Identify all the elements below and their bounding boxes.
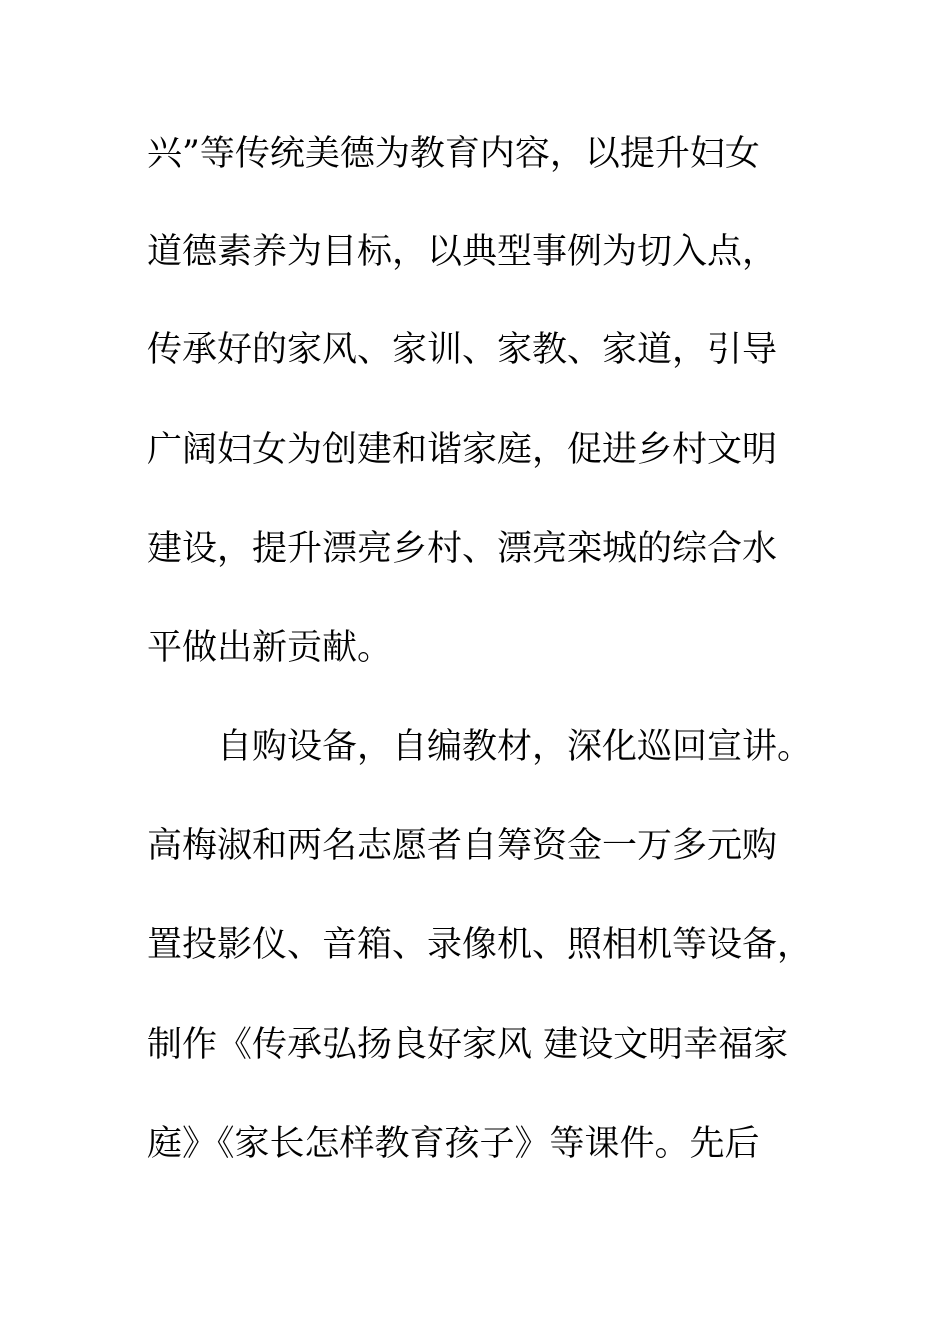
text-line: 广阔妇女为创建和谐家庭，促进乡村文明 xyxy=(147,430,778,470)
text-line: 兴”等传统美德为教育内容，以提升妇女 xyxy=(147,134,760,174)
text-line: 制作《传承弘扬良好家风 建设文明幸福家 xyxy=(147,1025,789,1065)
text-line: 道德素养为目标，以典型事例为切入点， xyxy=(147,232,778,272)
text-line: 建设，提升漂亮乡村、漂亮栾城的综合水 xyxy=(147,529,778,569)
text-line: 传承好的家风、家训、家教、家道，引导 xyxy=(147,330,778,370)
text-line: 庭》《家长怎样教育孩子》等课件。先后 xyxy=(147,1124,760,1164)
text-line: 平做出新贡献。 xyxy=(147,628,393,668)
text-line: 置投影仪、音箱、录像机、照相机等设备， xyxy=(147,925,813,965)
paragraph-first-line: 自购设备，自编教材，深化巡回宣讲。 xyxy=(217,727,813,767)
text-line: 高梅淑和两名志愿者自筹资金一万多元购 xyxy=(147,826,778,866)
